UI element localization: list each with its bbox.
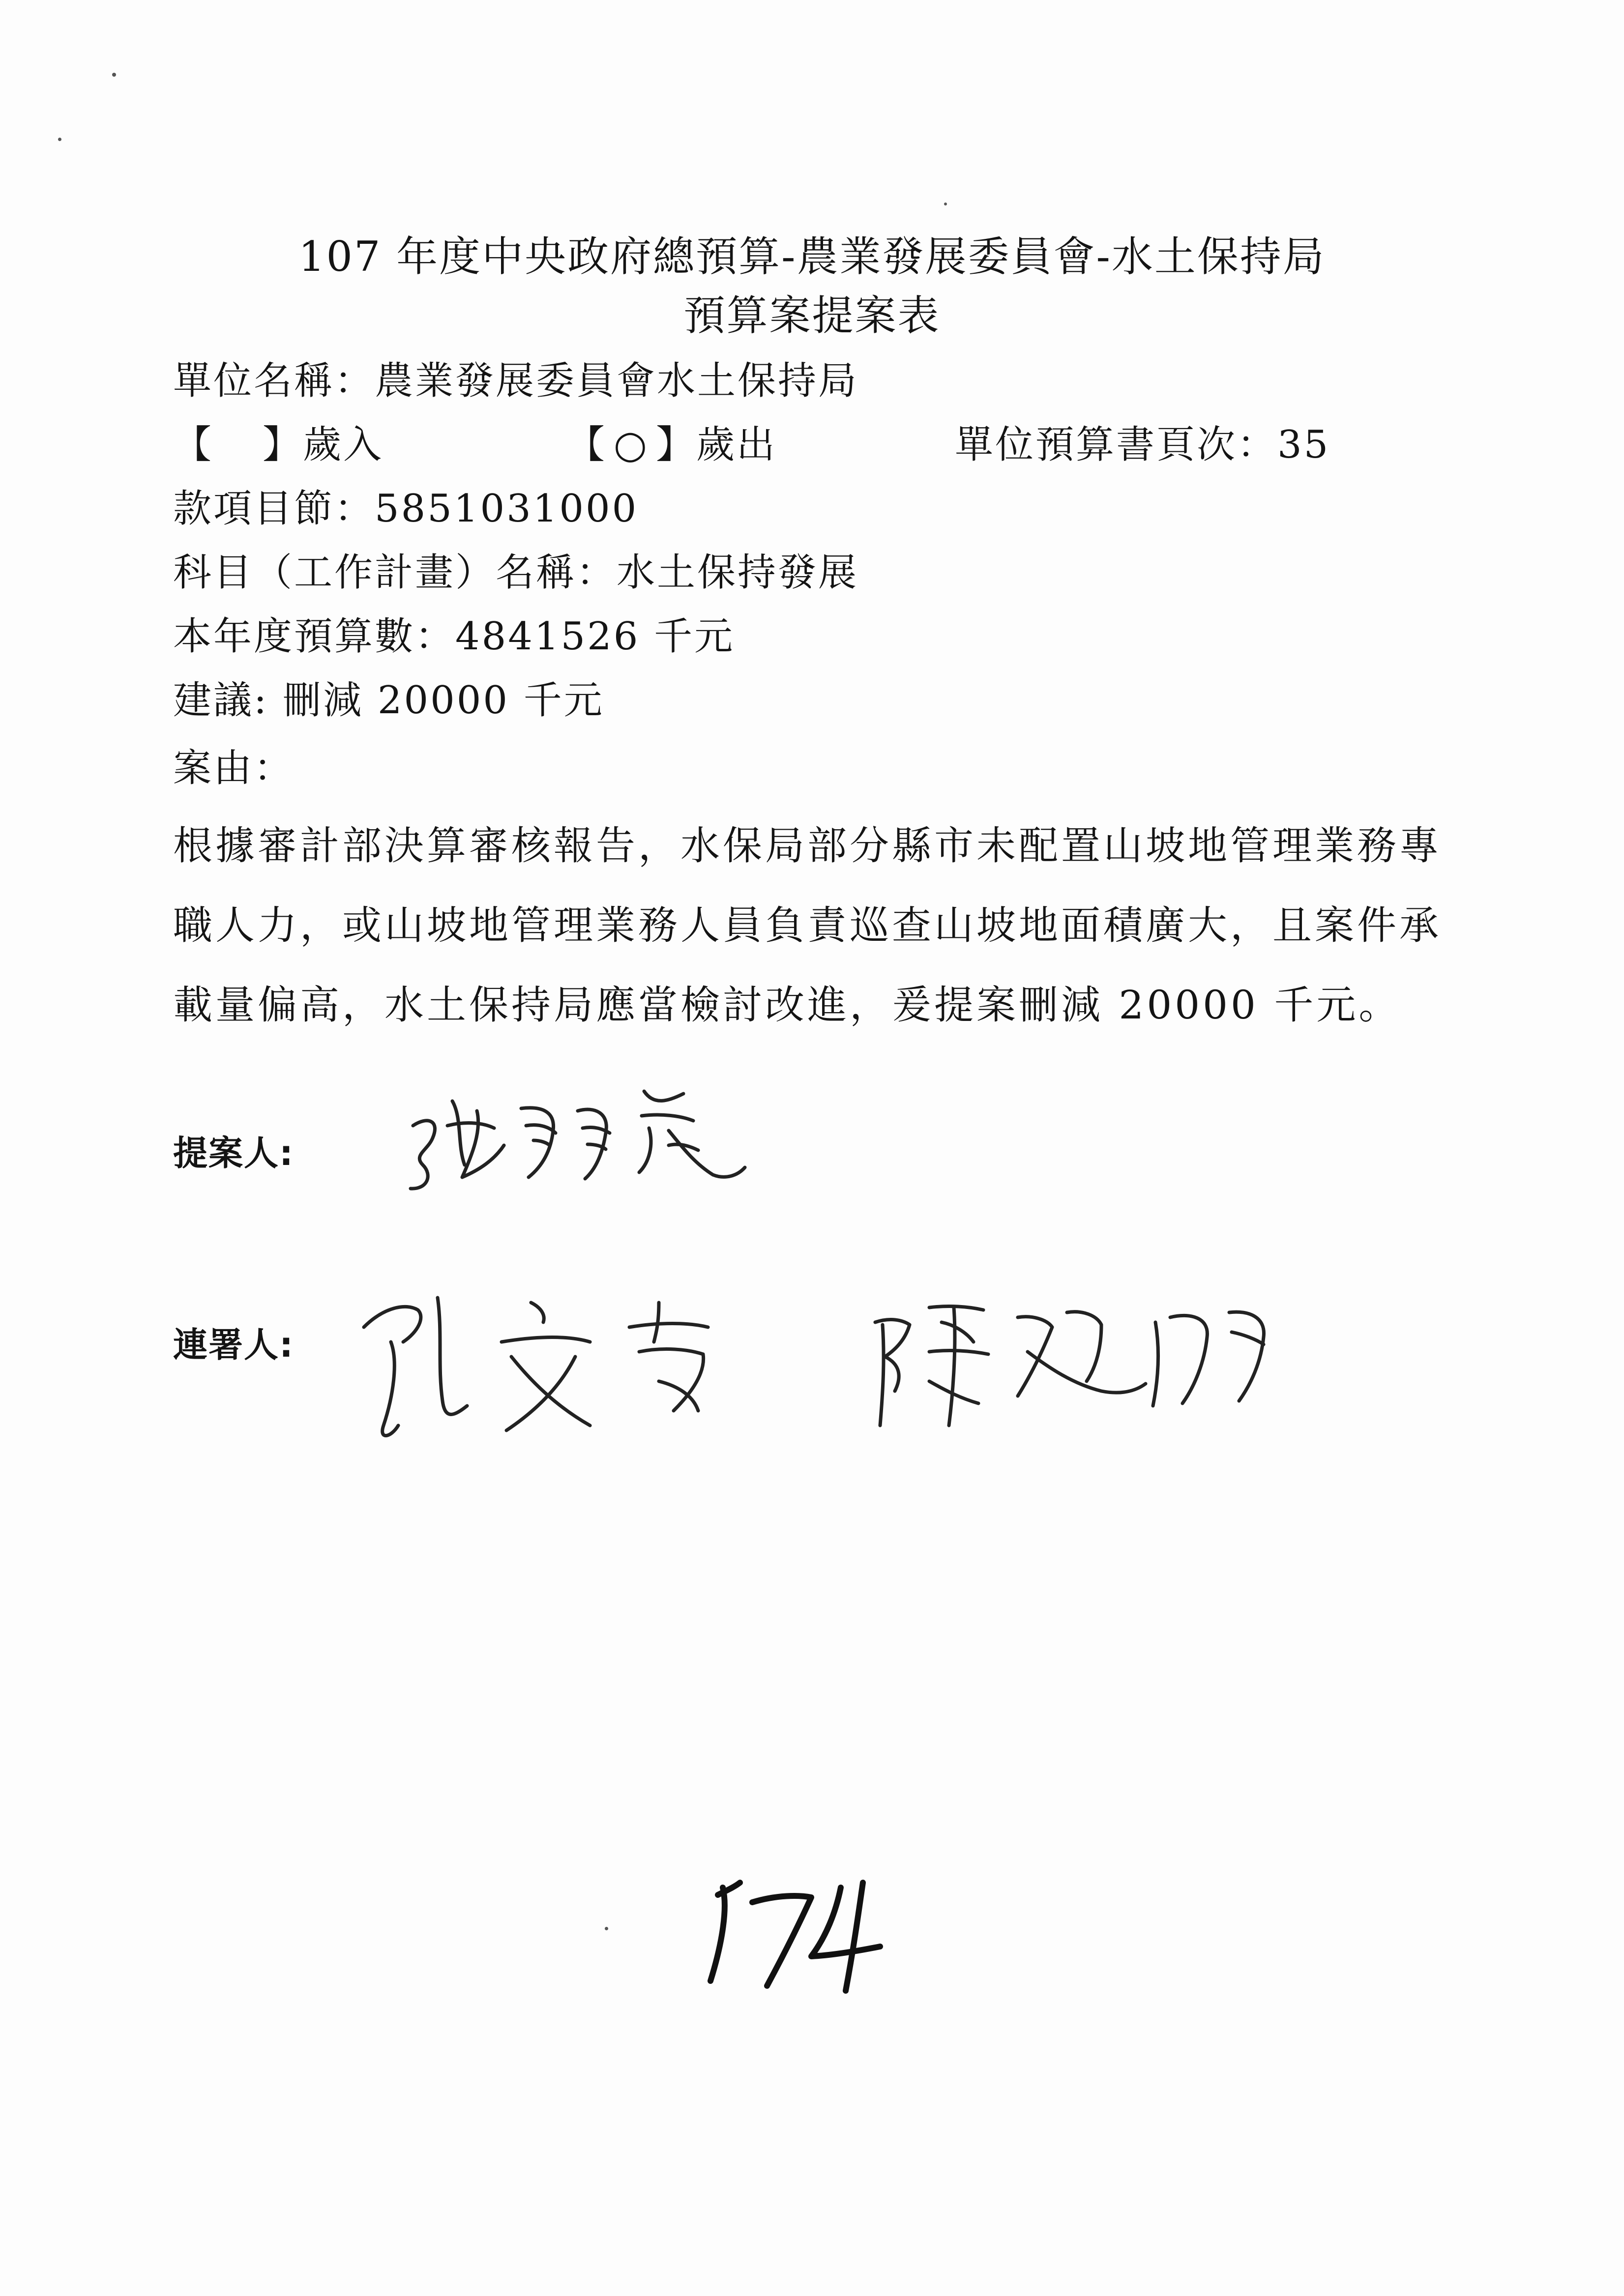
budget-amount: 本年度預算數：4841526 千元 [173, 614, 735, 659]
income-bracket-close: 】 [263, 423, 303, 467]
cosigner-label: 連署人: [173, 1325, 294, 1365]
subject-name: 科目（工作計畫）名稱：水土保持發展 [173, 551, 859, 595]
proposer-label: 提案人: [173, 1133, 294, 1173]
document-title: 107 年度中央政府總預算-農業發展委員會-水土保持局 [298, 233, 1326, 281]
expense-bracket-close: 】 [656, 423, 697, 467]
expense-label: 歲出 [696, 423, 777, 467]
reason-label: 案由： [173, 746, 295, 790]
scan-speck [605, 1927, 608, 1930]
scan-speck [112, 73, 116, 77]
page-number [688, 1868, 895, 1996]
cosigner-signature-2 [856, 1278, 1288, 1445]
income-option [173, 414, 384, 469]
document-subtitle: 預算案提案表 [683, 291, 941, 340]
reason-text: 根據審計部決算審核報告，水保局部分縣市未配置山坡地管理業務專職人力，或山坡地管理業務人員負責巡查山坡地面積廣大，且案件承載量偏高，水土保持局應當檢討改進，爰提案刪減 20000 千元。 [173, 823, 1442, 1028]
expense-bracket-open: 【 [566, 423, 607, 467]
expense-option [566, 414, 777, 469]
suggestion: 建議: 刪減 20000 千元 [173, 678, 604, 723]
income-bracket-open: 【 [173, 423, 214, 467]
budget-book-page-ref: 單位預算書頁次：35 [955, 423, 1330, 467]
unit-name: 單位名稱：農業發展委員會水土保持局 [173, 359, 859, 403]
item-code: 款項目節：5851031000 [173, 487, 639, 531]
scan-speck [944, 203, 947, 205]
scan-speck [58, 138, 61, 141]
expense-mark: ○ [613, 423, 650, 467]
proposer-signature [393, 1072, 767, 1199]
cosigner-signature-1 [344, 1268, 777, 1455]
income-label: 歲入 [303, 423, 384, 467]
